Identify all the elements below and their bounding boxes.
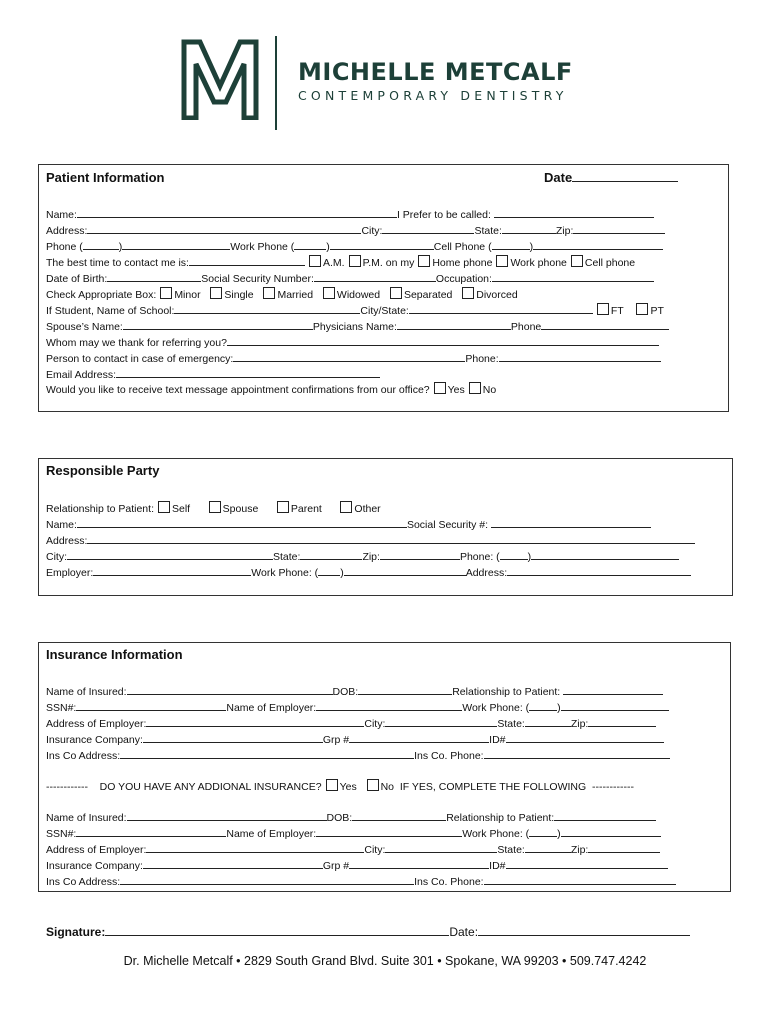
rp-name-input[interactable] bbox=[77, 517, 407, 528]
row-rp-city: City: State: Zip: Phone: ( ) bbox=[46, 549, 679, 564]
emergency-phone-input[interactable] bbox=[499, 351, 661, 362]
ins-employer-input[interactable] bbox=[316, 700, 462, 711]
ins-city-label: City: bbox=[364, 718, 386, 730]
row-dob bbox=[46, 271, 654, 286]
ins-address-label: Ins Co Address: bbox=[46, 750, 121, 762]
widowed-checkbox[interactable] bbox=[323, 287, 335, 299]
ssn-input[interactable] bbox=[314, 271, 436, 282]
name-label: Name: bbox=[46, 209, 77, 221]
pt-label: PT bbox=[650, 305, 664, 317]
phone-input[interactable] bbox=[122, 239, 230, 250]
am-checkbox[interactable] bbox=[309, 255, 321, 267]
physician-phone-label: Phone bbox=[510, 321, 542, 333]
brand-subtitle: CONTEMPORARY DENTISTRY bbox=[298, 88, 568, 103]
additional-insurance-question: DO YOU HAVE ANY ADDIONAL INSURANCE? bbox=[99, 781, 322, 793]
school-input[interactable] bbox=[174, 303, 360, 314]
prefer-label: I Prefer to be called: bbox=[396, 209, 491, 221]
row-text-confirm bbox=[46, 382, 496, 397]
ins-phone-2-input[interactable] bbox=[484, 874, 676, 885]
rp-address-input[interactable] bbox=[87, 533, 695, 544]
ins-state-label: State: bbox=[497, 718, 525, 730]
responsible-party-title: Responsible Party bbox=[46, 463, 160, 478]
separated-checkbox[interactable] bbox=[390, 287, 402, 299]
ins-ssn-label: SSN#: bbox=[46, 702, 77, 714]
best-time-label: The best time to contact me is: bbox=[46, 257, 189, 269]
ins-company-label: Insurance Company: bbox=[46, 734, 143, 746]
widowed-label: Widowed bbox=[336, 289, 381, 301]
logo-monogram bbox=[180, 36, 260, 120]
work-phone-checkbox[interactable] bbox=[496, 255, 508, 267]
row-student bbox=[46, 303, 664, 318]
ins-employer-label: Name of Employer: bbox=[226, 702, 317, 714]
check-box-label: Check Appropriate Box: bbox=[46, 289, 157, 301]
ins-phone-2-label: Ins Co. Phone: bbox=[414, 876, 484, 888]
ins-city-2-input[interactable] bbox=[385, 842, 497, 853]
ins-city-2-label: City: bbox=[364, 844, 386, 856]
rp-employer-address-input[interactable] bbox=[507, 565, 691, 576]
rp-phone-label: Phone: ( bbox=[459, 551, 500, 563]
cell-phone-area-input[interactable] bbox=[492, 239, 530, 250]
cell-phone-label: Cell Phone ( bbox=[433, 241, 492, 253]
row-marital bbox=[46, 287, 518, 302]
zip-label: Zip: bbox=[555, 225, 574, 237]
rp-state-label: State: bbox=[273, 551, 301, 563]
dob-label: Date of Birth: bbox=[46, 273, 108, 285]
text-yes-checkbox[interactable] bbox=[434, 382, 446, 394]
address-label: Address: bbox=[46, 225, 88, 237]
work-phone-option-label: Work phone bbox=[510, 257, 567, 269]
ins-relationship-input[interactable] bbox=[563, 684, 663, 695]
rp-city-input[interactable] bbox=[67, 549, 273, 560]
logo-m-shape bbox=[184, 42, 256, 118]
rp-work-phone-area-input[interactable] bbox=[318, 565, 340, 576]
home-phone-checkbox[interactable] bbox=[418, 255, 430, 267]
physicians-input[interactable] bbox=[397, 319, 511, 330]
work-phone-input[interactable] bbox=[330, 239, 434, 250]
city-input[interactable] bbox=[382, 223, 474, 234]
row-email bbox=[46, 367, 380, 382]
ins-relationship-2-label: Relationship to Patient: bbox=[446, 812, 555, 824]
row-ins-employer-address-2 bbox=[46, 842, 660, 857]
ins-city-input[interactable] bbox=[385, 716, 497, 727]
am-label: A.M. bbox=[322, 257, 345, 269]
row-rp-employer: Employer: Work Phone: ( ) Address: bbox=[46, 565, 691, 580]
city-state-label: City/State: bbox=[360, 305, 409, 317]
row-relationship bbox=[46, 501, 381, 516]
dashes-left: ------------ bbox=[46, 781, 88, 793]
ins-grp-2-input[interactable] bbox=[349, 858, 489, 869]
date-label: Date bbox=[544, 170, 573, 185]
ins-work-phone-2-area-input[interactable] bbox=[529, 826, 557, 837]
row-ins-company bbox=[46, 732, 664, 747]
rp-address-label: Address: bbox=[46, 535, 88, 547]
ins-zip-input[interactable] bbox=[588, 716, 656, 727]
ins-ssn-2-input[interactable] bbox=[76, 826, 226, 837]
self-label: Self bbox=[171, 503, 191, 515]
row-rp-name bbox=[46, 517, 651, 532]
date-field bbox=[544, 170, 678, 185]
email-label: Email Address: bbox=[46, 369, 117, 381]
text-yes-label: Yes bbox=[447, 384, 465, 396]
text-no-checkbox[interactable] bbox=[469, 382, 481, 394]
insured-2-label: Name of Insured: bbox=[46, 812, 127, 824]
prefer-input[interactable] bbox=[494, 207, 654, 218]
phone-label: Phone ( bbox=[46, 241, 83, 253]
ins-grp-label: Grp # bbox=[322, 734, 350, 746]
pt-checkbox[interactable] bbox=[636, 303, 648, 315]
city-label: City: bbox=[361, 225, 383, 237]
rp-employer-address-label: Address: bbox=[465, 567, 508, 579]
parent-checkbox[interactable] bbox=[277, 501, 289, 513]
row-ins-employer-address bbox=[46, 716, 656, 731]
rp-ssn-input[interactable] bbox=[491, 517, 651, 528]
ins-state-2-input[interactable] bbox=[525, 842, 571, 853]
relationship-label: Relationship to Patient: bbox=[46, 503, 154, 515]
row-rp-address bbox=[46, 533, 695, 548]
insured-2-input[interactable] bbox=[127, 810, 327, 821]
rp-spouse-label: Spouse bbox=[222, 503, 259, 515]
row-spouse bbox=[46, 319, 669, 334]
state-input[interactable] bbox=[502, 223, 556, 234]
ins-ssn-2-label: SSN#: bbox=[46, 828, 77, 840]
dashes-right: ------------ bbox=[592, 781, 634, 793]
rp-zip-label: Zip: bbox=[362, 551, 380, 563]
ins-grp-input[interactable] bbox=[349, 732, 489, 743]
city-state-input[interactable] bbox=[409, 303, 593, 314]
rp-zip-input[interactable] bbox=[380, 549, 460, 560]
additional-no-checkbox[interactable] bbox=[367, 779, 379, 791]
signature-label: Signature: bbox=[46, 925, 106, 939]
row-name bbox=[46, 207, 654, 222]
footer-contact: Dr. Michelle Metcalf • 2829 South Grand Blvd. Suite 301 • Spokane, WA 99203 • 509.747.4242 bbox=[123, 954, 647, 968]
address-input[interactable] bbox=[87, 223, 361, 234]
other-label: Other bbox=[354, 503, 381, 515]
ins-employer-2-label: Name of Employer: bbox=[226, 828, 317, 840]
row-referring bbox=[46, 335, 659, 350]
rp-name-label: Name: bbox=[46, 519, 77, 531]
row-phones: Phone ( ) Work Phone ( ) Cell Phone ( ) bbox=[46, 239, 663, 254]
ins-phone-label: Ins Co. Phone: bbox=[414, 750, 484, 762]
ins-dob-input[interactable] bbox=[358, 684, 452, 695]
work-phone-label: Work Phone ( bbox=[230, 241, 295, 253]
brand-name: MICHELLE METCALF bbox=[298, 58, 573, 86]
ins-company-2-input[interactable] bbox=[143, 858, 323, 869]
ins-address-2-input[interactable] bbox=[120, 874, 414, 885]
rp-ssn-label: Social Security #: bbox=[406, 519, 489, 531]
signature-input[interactable] bbox=[105, 924, 449, 936]
physicians-label: Physicians Name: bbox=[312, 321, 397, 333]
ins-zip-label: Zip: bbox=[570, 718, 589, 730]
ins-dob-2-input[interactable] bbox=[352, 810, 446, 821]
divorced-checkbox[interactable] bbox=[462, 287, 474, 299]
date-input[interactable] bbox=[572, 171, 678, 182]
ins-employer-address-input[interactable] bbox=[146, 716, 364, 727]
email-input[interactable] bbox=[116, 367, 380, 378]
ins-work-phone-area-input[interactable] bbox=[529, 700, 557, 711]
referring-input[interactable] bbox=[227, 335, 659, 346]
name-input[interactable] bbox=[77, 207, 397, 218]
separated-label: Separated bbox=[403, 289, 453, 301]
occupation-label: Occupation: bbox=[435, 273, 492, 285]
dob-input[interactable] bbox=[107, 271, 201, 282]
text-confirm-label: Would you like to receive text message appointment confirmations from our office? bbox=[46, 384, 430, 396]
ins-ssn-input[interactable] bbox=[76, 700, 226, 711]
work-phone-area-input[interactable] bbox=[294, 239, 326, 250]
cell-phone-option-label: Cell phone bbox=[584, 257, 636, 269]
row-ins-ssn: SSN#: Name of Employer: Work Phone: ( ) bbox=[46, 700, 669, 715]
signature-date-label: Date: bbox=[449, 925, 479, 939]
additional-yes-label: Yes bbox=[339, 781, 357, 793]
state-label: State: bbox=[474, 225, 502, 237]
ins-work-phone-label: Work Phone: ( bbox=[462, 702, 530, 714]
spouse-label: Spouse’s Name: bbox=[46, 321, 123, 333]
rp-employer-label: Employer: bbox=[46, 567, 94, 579]
other-checkbox[interactable] bbox=[340, 501, 352, 513]
row-additional-insurance bbox=[46, 779, 634, 794]
ins-dob-2-label: DOB: bbox=[326, 812, 353, 824]
ins-id-2-input[interactable] bbox=[506, 858, 668, 869]
occupation-input[interactable] bbox=[492, 271, 654, 282]
ins-state-input[interactable] bbox=[525, 716, 571, 727]
phone-area-input[interactable] bbox=[83, 239, 119, 250]
ins-employer-2-input[interactable] bbox=[316, 826, 462, 837]
ins-id-2-label: ID# bbox=[489, 860, 506, 872]
ins-work-phone-input[interactable] bbox=[561, 700, 669, 711]
ins-zip-2-input[interactable] bbox=[588, 842, 660, 853]
single-checkbox[interactable] bbox=[210, 287, 222, 299]
spouse-input[interactable] bbox=[123, 319, 313, 330]
divorced-label: Divorced bbox=[476, 289, 518, 301]
patient-info-title: Patient Information bbox=[46, 170, 165, 185]
student-label: If Student, Name of School: bbox=[46, 305, 175, 317]
ins-company-2-label: Insurance Company: bbox=[46, 860, 143, 872]
ins-work-phone-2-input[interactable] bbox=[561, 826, 661, 837]
rp-work-phone-label: Work Phone: ( bbox=[251, 567, 319, 579]
parent-label: Parent bbox=[290, 503, 322, 515]
married-label: Married bbox=[277, 289, 314, 301]
rp-phone-input[interactable] bbox=[531, 549, 679, 560]
cell-phone-input[interactable] bbox=[533, 239, 663, 250]
referring-label: Whom may we thank for referring you? bbox=[46, 337, 227, 349]
ins-id-label: ID# bbox=[489, 734, 506, 746]
ins-company-input[interactable] bbox=[143, 732, 323, 743]
row-insured-2 bbox=[46, 810, 656, 825]
ft-label: FT bbox=[610, 305, 624, 317]
self-checkbox[interactable] bbox=[158, 501, 170, 513]
minor-checkbox[interactable] bbox=[160, 287, 172, 299]
ins-work-phone-2-label: Work Phone: ( bbox=[462, 828, 530, 840]
cell-phone-checkbox[interactable] bbox=[571, 255, 583, 267]
row-ins-address-2 bbox=[46, 874, 676, 889]
rp-state-input[interactable] bbox=[300, 549, 362, 560]
minor-label: Minor bbox=[174, 289, 201, 301]
single-label: Single bbox=[224, 289, 254, 301]
rp-phone-area-input[interactable] bbox=[500, 549, 528, 560]
ins-id-input[interactable] bbox=[506, 732, 664, 743]
ins-relationship-label: Relationship to Patient: bbox=[452, 686, 561, 698]
ins-employer-address-label: Address of Employer: bbox=[46, 718, 147, 730]
signature-row bbox=[46, 924, 690, 939]
logo-divider bbox=[275, 36, 277, 130]
row-ins-ssn-2: SSN#: Name of Employer: Work Phone: ( ) bbox=[46, 826, 661, 841]
row-ins-company-2 bbox=[46, 858, 668, 873]
rp-employer-input[interactable] bbox=[93, 565, 251, 576]
brand bbox=[298, 58, 573, 103]
pm-checkbox[interactable] bbox=[349, 255, 361, 267]
row-address bbox=[46, 223, 665, 238]
married-checkbox[interactable] bbox=[263, 287, 275, 299]
additional-no-label: No bbox=[380, 781, 394, 793]
ins-relationship-2-input[interactable] bbox=[554, 810, 656, 821]
ins-grp-2-label: Grp # bbox=[322, 860, 350, 872]
ins-employer-address-2-label: Address of Employer: bbox=[46, 844, 147, 856]
ft-checkbox[interactable] bbox=[597, 303, 609, 315]
insured-label: Name of Insured: bbox=[46, 686, 127, 698]
rp-work-phone-input[interactable] bbox=[344, 565, 466, 576]
ins-zip-2-label: Zip: bbox=[570, 844, 589, 856]
row-best-time bbox=[46, 255, 635, 270]
pm-label: P.M. on my bbox=[362, 257, 415, 269]
rp-city-label: City: bbox=[46, 551, 67, 563]
insured-input[interactable] bbox=[127, 684, 333, 695]
best-time-input[interactable] bbox=[189, 255, 305, 266]
emergency-phone-label: Phone: bbox=[465, 353, 499, 365]
rp-spouse-checkbox[interactable] bbox=[209, 501, 221, 513]
insurance-title: Insurance Information bbox=[46, 647, 183, 662]
zip-input[interactable] bbox=[573, 223, 665, 234]
ins-state-2-label: State: bbox=[497, 844, 525, 856]
ssn-label: Social Security Number: bbox=[201, 273, 314, 285]
text-no-label: No bbox=[482, 384, 497, 396]
physician-phone-input[interactable] bbox=[541, 319, 669, 330]
if-yes-text: IF YES, COMPLETE THE FOLLOWING bbox=[399, 781, 587, 793]
row-insured bbox=[46, 684, 663, 699]
home-phone-option-label: Home phone bbox=[432, 257, 493, 269]
ins-address-input[interactable] bbox=[120, 748, 414, 759]
row-ins-address bbox=[46, 748, 670, 763]
signature-date-input[interactable] bbox=[478, 924, 690, 936]
ins-dob-label: DOB: bbox=[332, 686, 359, 698]
additional-yes-checkbox[interactable] bbox=[326, 779, 338, 791]
ins-phone-input[interactable] bbox=[484, 748, 670, 759]
ins-employer-address-2-input[interactable] bbox=[146, 842, 364, 853]
row-emergency bbox=[46, 351, 661, 366]
emergency-input[interactable] bbox=[233, 351, 465, 362]
ins-address-2-label: Ins Co Address: bbox=[46, 876, 121, 888]
emergency-label: Person to contact in case of emergency: bbox=[46, 353, 234, 365]
